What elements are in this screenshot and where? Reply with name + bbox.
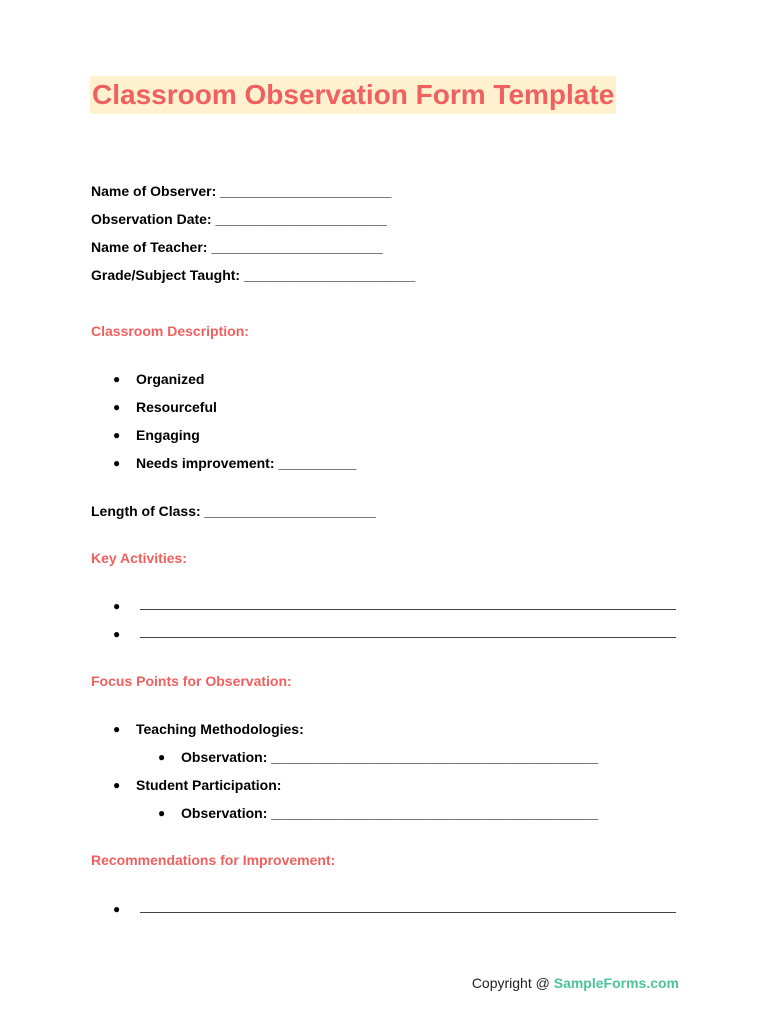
bullet-icon: ● bbox=[113, 428, 121, 442]
observation-field: Observation: __________________________________________ bbox=[181, 805, 599, 821]
activity-blank-line bbox=[140, 609, 676, 610]
bullet-icon: ● bbox=[113, 627, 121, 641]
focus-item-label: Student Participation: bbox=[136, 777, 282, 793]
focus-points-heading: Focus Points for Observation: bbox=[91, 673, 292, 689]
description-item: Organized bbox=[136, 371, 205, 387]
description-item: Engaging bbox=[136, 427, 200, 443]
recommendation-blank-line bbox=[140, 912, 676, 913]
key-activities-heading: Key Activities: bbox=[91, 550, 187, 566]
length-of-class-field: Length of Class: ______________________ bbox=[91, 503, 376, 519]
bullet-icon: ● bbox=[113, 400, 121, 414]
grade-subject-field: Grade/Subject Taught: ______________________ bbox=[91, 267, 416, 283]
teacher-name-field: Name of Teacher: ______________________ bbox=[91, 239, 383, 255]
focus-item-label: Teaching Methodologies: bbox=[136, 721, 304, 737]
bullet-icon: ● bbox=[113, 902, 121, 916]
bullet-icon: ● bbox=[158, 750, 166, 764]
bullet-icon: ● bbox=[113, 599, 121, 613]
classroom-description-heading: Classroom Description: bbox=[91, 323, 249, 339]
copyright-text: Copyright @ bbox=[471, 975, 554, 991]
bullet-icon: ● bbox=[113, 778, 121, 792]
observer-name-field: Name of Observer: ______________________ bbox=[91, 183, 392, 199]
page-title: Classroom Observation Form Template bbox=[90, 76, 616, 114]
title-block bbox=[90, 76, 616, 114]
bullet-icon: ● bbox=[113, 372, 121, 386]
bullet-icon: ● bbox=[158, 806, 166, 820]
brand-link[interactable]: SampleForms.com bbox=[553, 975, 679, 991]
observation-date-field: Observation Date: ______________________ bbox=[91, 211, 387, 227]
recommendations-heading: Recommendations for Improvement: bbox=[91, 852, 336, 868]
activity-blank-line bbox=[140, 637, 676, 638]
observation-field: Observation: __________________________________________ bbox=[181, 749, 599, 765]
description-item: Needs improvement: __________ bbox=[136, 455, 357, 471]
bullet-icon: ● bbox=[113, 722, 121, 736]
footer-copyright bbox=[472, 974, 679, 992]
bullet-icon: ● bbox=[113, 456, 121, 470]
description-item: Resourceful bbox=[136, 399, 217, 415]
